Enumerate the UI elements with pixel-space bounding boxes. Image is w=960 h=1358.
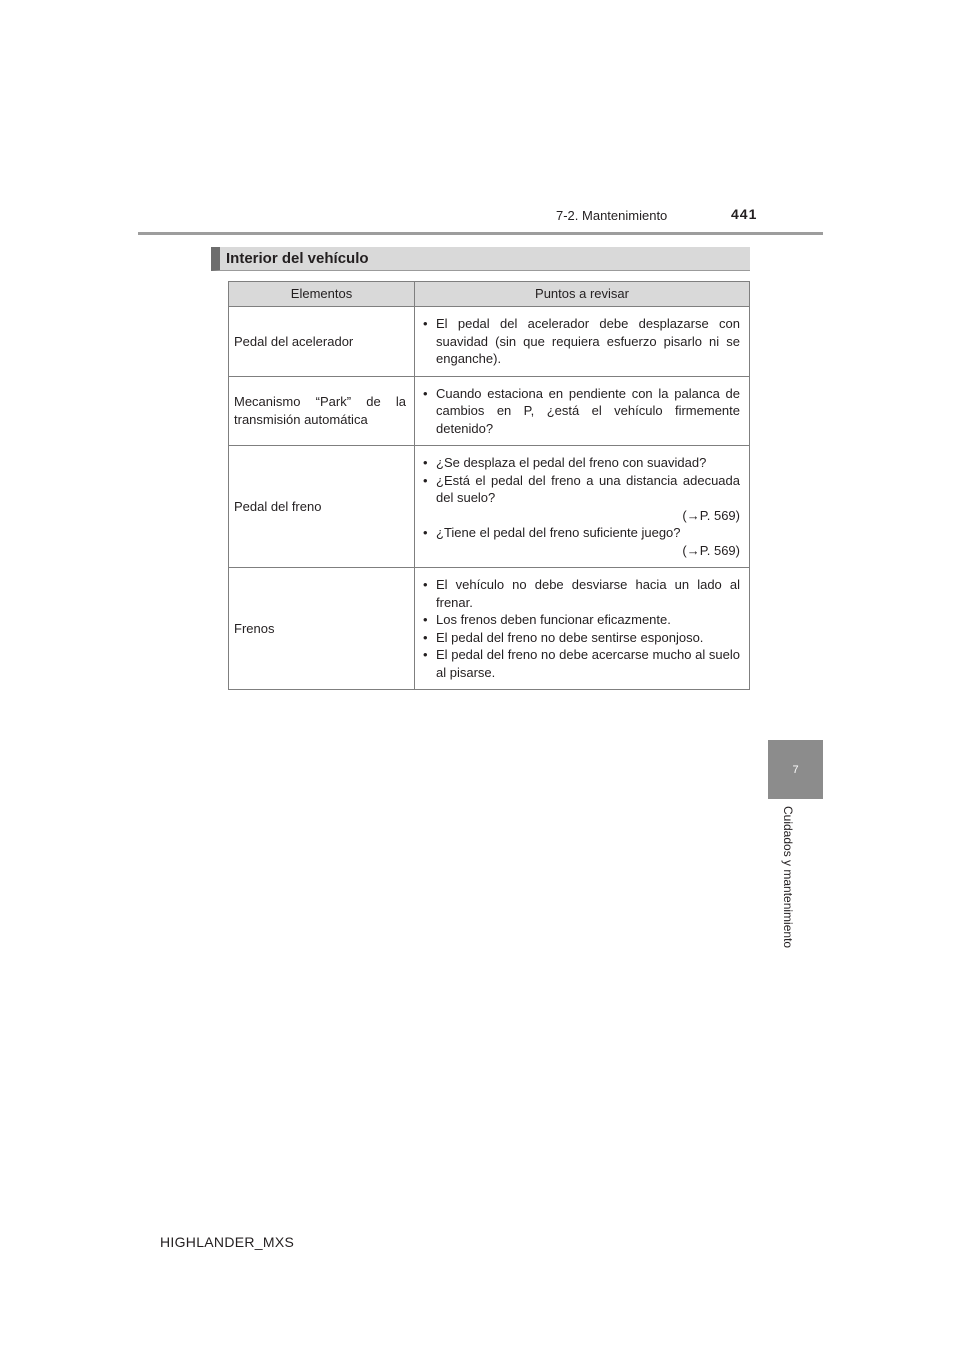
list-item (422, 524, 740, 559)
table-row (229, 307, 750, 377)
inspection-table (228, 281, 750, 690)
page-reference: (→P. 569) (682, 507, 740, 523)
point-text: ¿Está el pedal del freno a una distancia adecuada del suelo? (436, 472, 740, 505)
points-list (422, 315, 740, 368)
footer-model-code: HIGHLANDER_MXS (160, 1234, 295, 1250)
item-cell: Mecanismo “Park” de la transmisión automática (229, 376, 415, 446)
chapter-number: 7 (792, 763, 799, 776)
page-reference: (→P. 569) (682, 542, 740, 558)
list-item (422, 454, 740, 472)
point-text: ¿Tiene el pedal del freno suficiente juego? (436, 525, 681, 540)
header-rule (138, 232, 823, 235)
table-header-row (229, 282, 750, 307)
points-cell (415, 307, 750, 377)
page-number: 441 (731, 206, 758, 222)
points-list (422, 576, 740, 681)
points-cell (415, 376, 750, 446)
points-list (422, 385, 740, 438)
point-text: El pedal del acelerador debe desplazarse con suavidad (sin que requiera esfuerzo pisarlo ni se enganche). (436, 316, 740, 366)
list-item (422, 646, 740, 681)
table-row (229, 446, 750, 568)
point-text: Cuando estaciona en pendiente con la palanca de cambios en P, ¿está el vehículo firmemente detenido? (436, 385, 740, 436)
table-row (229, 568, 750, 690)
list-item (422, 629, 740, 647)
table-row (229, 376, 750, 446)
point-text: ¿Se desplaza el pedal del freno con suavidad? (436, 455, 707, 470)
list-item (422, 576, 740, 611)
list-item (422, 385, 740, 438)
section-title: Interior del vehículo (211, 247, 750, 271)
points-cell (415, 446, 750, 568)
points-cell (415, 568, 750, 690)
point-text: El pedal del freno no debe acercarse mucho al suelo al pisarse. (436, 647, 740, 680)
point-text: El pedal del freno no debe sentirse esponjoso. (436, 629, 704, 645)
list-item (422, 611, 740, 629)
point-text: Los frenos deben funcionar eficazmente. (436, 612, 671, 627)
column-header-points: Puntos a revisar (415, 282, 750, 307)
list-item (422, 472, 740, 525)
chapter-tab (768, 740, 823, 799)
item-cell: Pedal del acelerador (229, 307, 415, 377)
point-text: El vehículo no debe desviarse hacia un lado al frenar. (436, 577, 740, 610)
item-cell: Frenos (229, 568, 415, 690)
chapter-label: Cuidados y mantenimiento (781, 806, 795, 949)
column-header-elements: Elementos (229, 282, 415, 307)
points-list (422, 454, 740, 559)
list-item (422, 315, 740, 368)
header-section-title: 7-2. Mantenimiento (556, 208, 668, 223)
item-cell: Pedal del freno (229, 446, 415, 568)
